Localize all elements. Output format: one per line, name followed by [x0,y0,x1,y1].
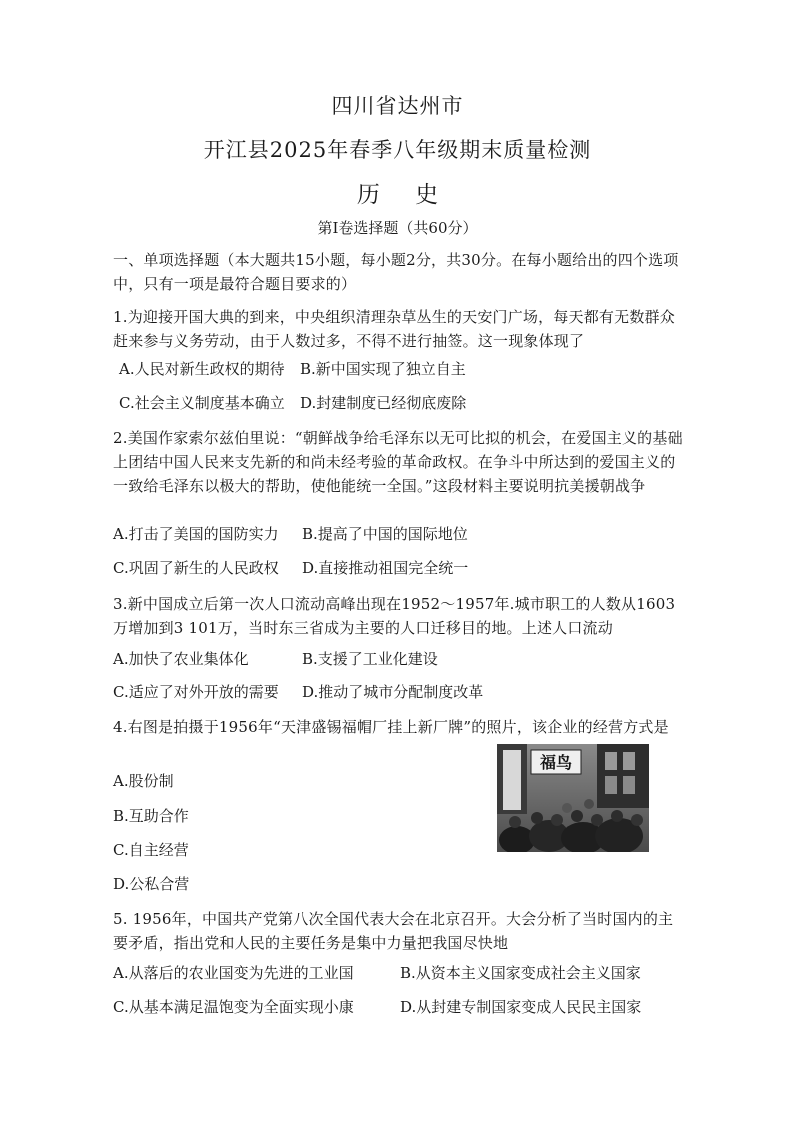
photo-sign-text: 福鸟 [539,753,572,772]
question-3-option-a: A.加快了农业集体化 [113,650,249,668]
question-3-option-b: B.支援了工业化建设 [302,650,438,668]
question-5-option-c: C.从基本满足温饱变为全面实现小康 [113,998,354,1016]
question-5-option-d: D.从封建专制国家变成人民民主国家 [400,998,642,1016]
question-4-option-c: C.自主经营 [113,841,189,859]
question-1-option-b: B.新中国实现了独立自主 [300,360,466,378]
question-4-option-b: B.互助合作 [113,807,189,825]
exam-title: 开江县2025年春季八年级期末质量检测 [203,138,592,162]
question-2-stem: 2.美国作家索尔兹伯里说：“朝鲜战争给毛泽东以无可比拟的机会，在爱国主义的基础上团结中国人民来支先新的和尚未经考验的革命政权。在争斗中所达到的爱国主义的一致给毛泽东以极大的帮助，使他能统一全国。”这段材料主要说明抗美援朝战争 [113,429,683,495]
question-1-option-d: D.封建制度已经彻底废除 [300,394,467,412]
question-4-stem: 4.右图是拍摄于1956年“天津盛锡福帽厂挂上新厂牌”的照片，该企业的经营方式是 [113,718,669,736]
question-2-option-c: C.巩固了新生的人民政权 [113,559,279,577]
section-title: 第Ⅰ卷选择题（共60分） [317,219,478,237]
question-3-option-c: C.适应了对外开放的需要 [113,683,279,701]
question-5-option-a: A.从落后的农业国变为先进的工业国 [113,964,354,982]
question-3-option-d: D.推动了城市分配制度改革 [302,683,484,701]
instructions: 一、单项选择题（本大题共15小题，每小题2分，共30分。在每小题给出的四个选项中，只有一项是最符合题目要求的） [113,251,679,293]
question-5-option-b: B.从资本主义国家变成社会主义国家 [400,964,641,982]
question-2-option-d: D.直接推动祖国完全统一 [302,559,469,577]
question-2-option-a: A.打击了美国的国防实力 [113,525,279,543]
question-2-option-b: B.提高了中国的国际地位 [302,525,468,543]
question-1-stem: 1.为迎接开国大典的到来，中央组织清理杂草丛生的天安门广场，每天都有无数群众赶来参与义务劳动，由于人数过多，不得不进行抽签。这一现象体现了 [113,308,675,350]
subject-title: 历 史 [356,182,453,208]
question-4-option-d: D.公私合营 [113,875,190,893]
question-4-option-a: A.股份制 [113,772,174,790]
question-1-option-a: A.人民对新生政权的期待 [119,360,285,378]
question-1-option-c: C.社会主义制度基本确立 [119,394,285,412]
factory-signboard-photo [497,744,649,852]
exam-region-title: 四川省达州市 [331,94,464,118]
question-3-stem: 3.新中国成立后第一次人口流动高峰出现在1952～1957年.城市职工的人数从1603 万增加到3 101万，当时东三省成为主要的人口迁移目的地。上述人口流动 [113,595,676,637]
question-5-stem: 5. 1956年，中国共产党第八次全国代表大会在北京召开。大会分析了当时国内的主要矛盾，指出党和人民的主要任务是集中力量把我国尽快地 [113,910,674,952]
